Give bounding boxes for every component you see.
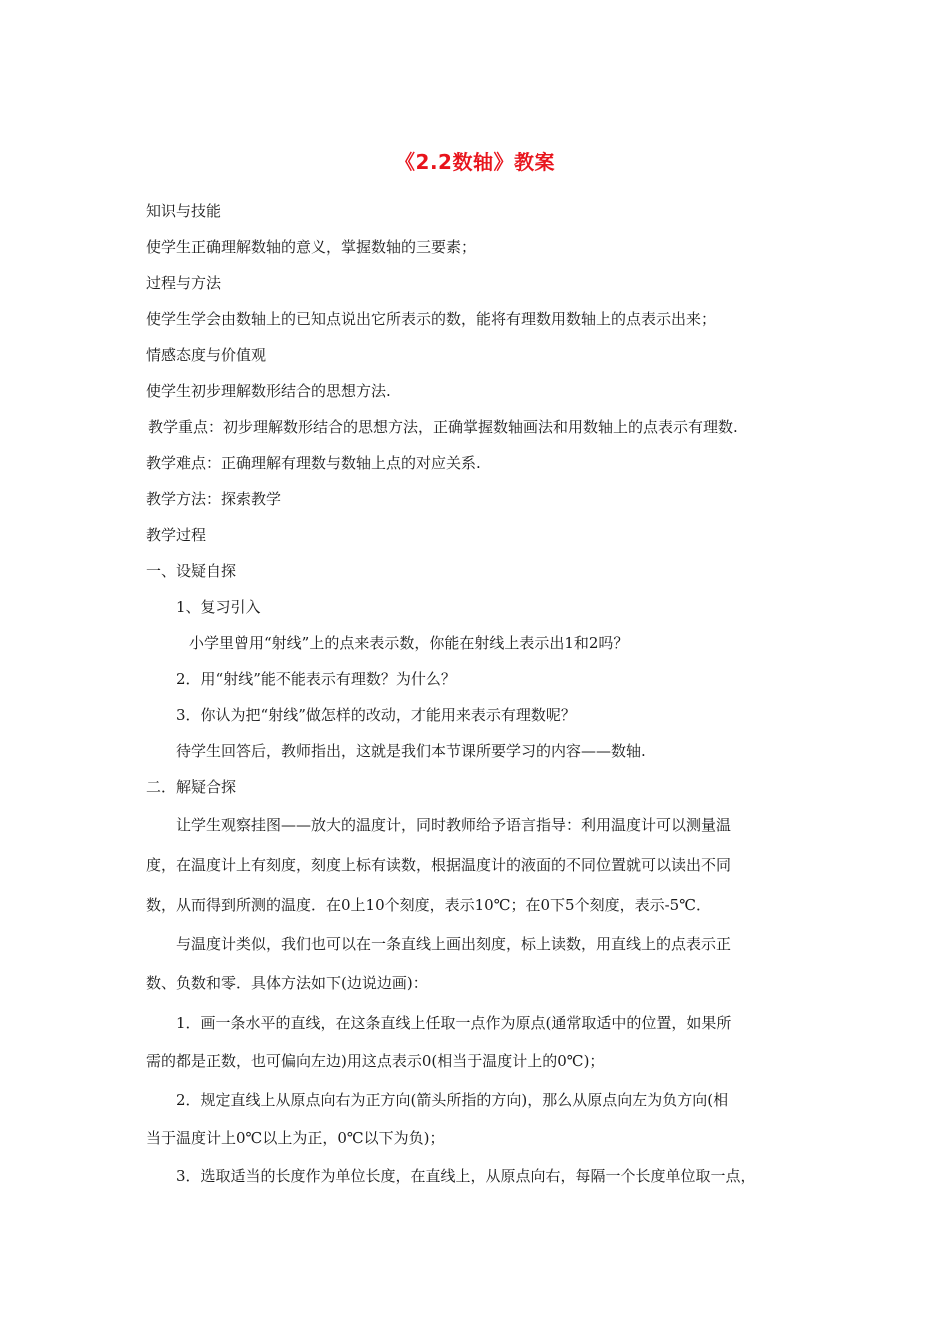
section-heading-process: 过程与方法 [146,274,222,292]
paragraph-line: 数、负数和零．具体方法如下(边说边画)： [146,974,428,992]
section-heading-process-teaching: 教学过程 [146,526,207,544]
paragraph-line: 需的都是正数，也可偏向左边)用这点表示0(相当于温度计上的0℃)； [146,1052,605,1070]
paragraph-line: 3．选取适当的长度作为单位长度，在直线上，从原点向右，每隔一个长度单位取一点， [176,1167,756,1185]
teaching-difficulty: 教学难点：正确理解有理数与数轴上点的对应关系. [146,454,481,472]
paragraph-line: 使学生学会由数轴上的已知点说出它所表示的数，能将有理数用数轴上的点表示出来； [146,310,717,328]
paragraph-line: 1、复习引入 [176,598,261,616]
paragraph-line: 让学生观察挂图——放大的温度计，同时教师给予语言指导：利用温度计可以测量温 [176,816,732,834]
paragraph-line: 当于温度计上0℃以上为正，0℃以下为负)； [146,1129,445,1147]
section-heading-part-two: 二．解疑合探 [146,778,237,796]
paragraph-line: 3．你认为把“射线”做怎样的改动，才能用来表示有理数呢？ [176,706,576,724]
paragraph-line: 度，在温度计上有刻度，刻度上标有读数，根据温度计的液面的不同位置就可以读出不同 [146,856,732,874]
section-heading-knowledge: 知识与技能 [146,202,222,220]
paragraph-line: 数，从而得到所测的温度．在0上10个刻度，表示10℃；在0下5个刻度，表示-5℃． [146,896,711,914]
paragraph-line: 2．用“射线”能不能表示有理数？为什么？ [176,670,456,688]
teaching-method: 教学方法：探索教学 [146,490,282,508]
teaching-focus: 教学重点：初步理解数形结合的思想方法，正确掌握数轴画法和用数轴上的点表示有理数. [148,418,738,436]
paragraph-line: 待学生回答后，教师指出，这就是我们本节课所要学习的内容——数轴. [176,742,646,760]
section-heading-attitude: 情感态度与价值观 [146,346,267,364]
section-heading-part-one: 一、设疑自探 [146,562,237,580]
paragraph-line: 与温度计类似，我们也可以在一条直线上画出刻度，标上读数，用直线上的点表示正 [176,935,732,953]
paragraph-line: 小学里曾用“射线”上的点来表示数，你能在射线上表示出1和2吗？ [189,634,629,652]
paragraph-line: 使学生初步理解数形结合的思想方法. [146,382,391,400]
paragraph-line: 使学生正确理解数轴的意义，掌握数轴的三要素； [146,238,477,256]
paragraph-line: 1．画一条水平的直线，在这条直线上任取一点作为原点(通常取适中的位置，如果所 [176,1014,732,1032]
document-title: 《2.2数轴》教案 [395,150,555,174]
paragraph-line: 2．规定直线上从原点向右为正方向(箭头所指的方向)，那么从原点向左为负方向(相 [176,1091,729,1109]
